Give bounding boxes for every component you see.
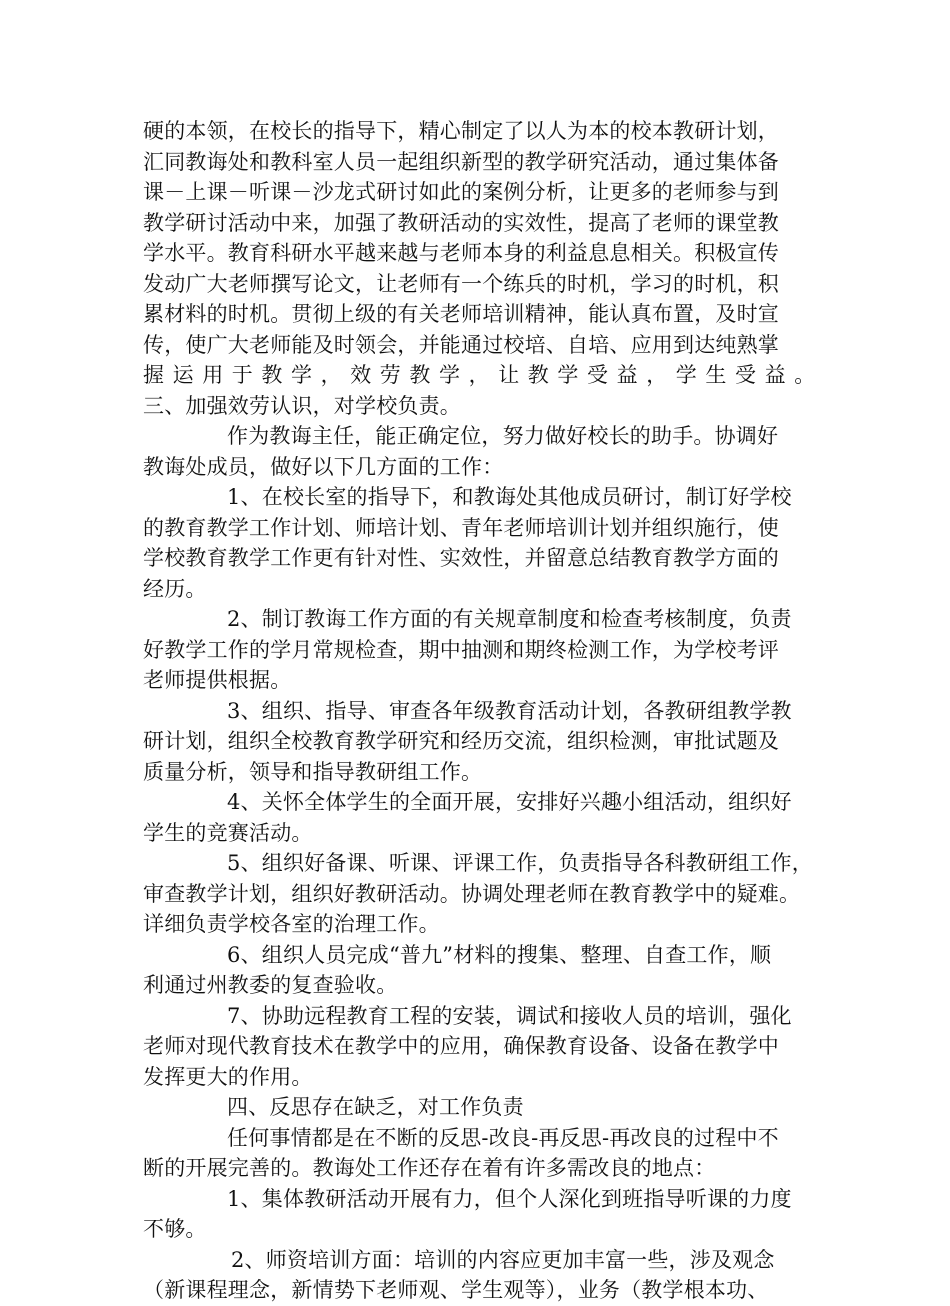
list-item-2: 2、师资培训方面：培训的内容应更加丰富一些，涉及观念 xyxy=(231,1247,775,1272)
text-line: 累材料的时机。贯彻上级的有关老师培训精神，能认真布置，及时宣 xyxy=(143,302,779,326)
text-line: 教学研讨活动中来，加强了教研活动的实效性，提高了老师的课堂教 xyxy=(143,210,779,235)
list-item-7: 7、协助远程教育工程的安装，调试和接收人员的培训，强化 xyxy=(227,1003,792,1028)
list-item-6: 6、组织人员完成“普九”材料的搜集、整理、自查工作，顺 xyxy=(227,942,772,967)
text-line: 不够。 xyxy=(143,1217,207,1241)
section-heading: 三、加强效劳认识，对学校负责。 xyxy=(143,393,461,418)
text-line: 研计划，组织全校教育教学研究和经历交流，组织检测，审批试题及 xyxy=(143,729,779,753)
text-line: 握运用于教学，效劳教学，让教学受益，学生受益。 xyxy=(143,363,824,387)
paragraph-start: 作为教诲主任，能正确定位，努力做好校长的助手。协调好 xyxy=(227,424,779,448)
text-line: 教诲处成员，做好以下几方面的工作： xyxy=(143,454,504,479)
text-line: 课－上课－听课－沙龙式研讨如此的案例分析，让更多的老师参与到 xyxy=(143,180,779,204)
text-line: 硬的本领，在校长的指导下，精心制定了以人为本的校本教研计划， xyxy=(143,119,779,143)
text-line: 老师对现代教育技术在教学中的应用，确保教育设备、设备在教学中 xyxy=(143,1034,779,1058)
paragraph-start: 任何事情都是在不断的反思-改良-再反思-再改良的过程中不 xyxy=(227,1125,779,1150)
text-line: 的教育教学工作计划、师培计划、青年老师培训计划并组织施行，使 xyxy=(143,515,779,540)
text-line: （新课程理念，新情势下老师观、学生观等），业务（教学根本功、 xyxy=(143,1278,769,1302)
text-line: 学生的竞赛活动。 xyxy=(143,820,313,845)
list-item-5: 5、组织好备课、听课、评课工作，负责指导各科教研组工作， xyxy=(227,851,813,875)
text-line: 好教学工作的学月常规检查，期中抽测和期终检测工作，为学校考评 xyxy=(143,637,779,662)
body-text xyxy=(143,116,824,1306)
text-line: 利通过州教委的复查验收。 xyxy=(143,973,398,997)
text-line: 汇同教诲处和教科室人员一起组织新型的教学研究活动，通过集体备 xyxy=(143,149,779,174)
text-line: 审查教学计划，组织好教研活动。协调处理老师在教育教学中的疑难。 xyxy=(143,881,801,906)
text-line: 老师提供根据。 xyxy=(143,668,292,692)
section-heading: 四、反思存在缺乏，对工作负责 xyxy=(227,1095,524,1119)
list-item-1: 1、在校长室的指导下，和教诲处其他成员研讨，制订好学校 xyxy=(227,485,792,509)
text-line: 学水平。教育科研水平越来越与老师本身的利益息息相关。积极宣传 xyxy=(143,241,779,265)
text-line: 发动广大老师撰写论文，让老师有一个练兵的时机，学习的时机，积 xyxy=(143,271,779,296)
text-line: 发挥更大的作用。 xyxy=(143,1064,313,1089)
text-line: 质量分析，领导和指导教研组工作。 xyxy=(143,759,483,784)
text-line: 学校教育教学工作更有针对性、实效性，并留意总结教育教学方面的 xyxy=(143,546,779,570)
text-line: 经历。 xyxy=(143,576,207,601)
list-item-1: 1、集体教研活动开展有力，但个人深化到班指导听课的力度 xyxy=(227,1186,792,1211)
text-line: 传，使广大老师能及时领会，并能通过校培、自培、应用到达纯熟掌 xyxy=(143,332,779,357)
list-item-2: 2、制订教诲工作方面的有关规章制度和检查考核制度，负责 xyxy=(227,607,792,631)
text-line: 断的开展完善的。教诲处工作还存在着有许多需改良的地点： xyxy=(143,1156,716,1180)
text-line: 详细负责学校各室的治理工作。 xyxy=(143,912,440,936)
list-item-4: 4、关怀全体学生的全面开展，安排好兴趣小组活动，组织好 xyxy=(227,790,792,814)
list-item-3: 3、组织、指导、审查各年级教育活动计划，各教研组教学教 xyxy=(227,698,792,723)
